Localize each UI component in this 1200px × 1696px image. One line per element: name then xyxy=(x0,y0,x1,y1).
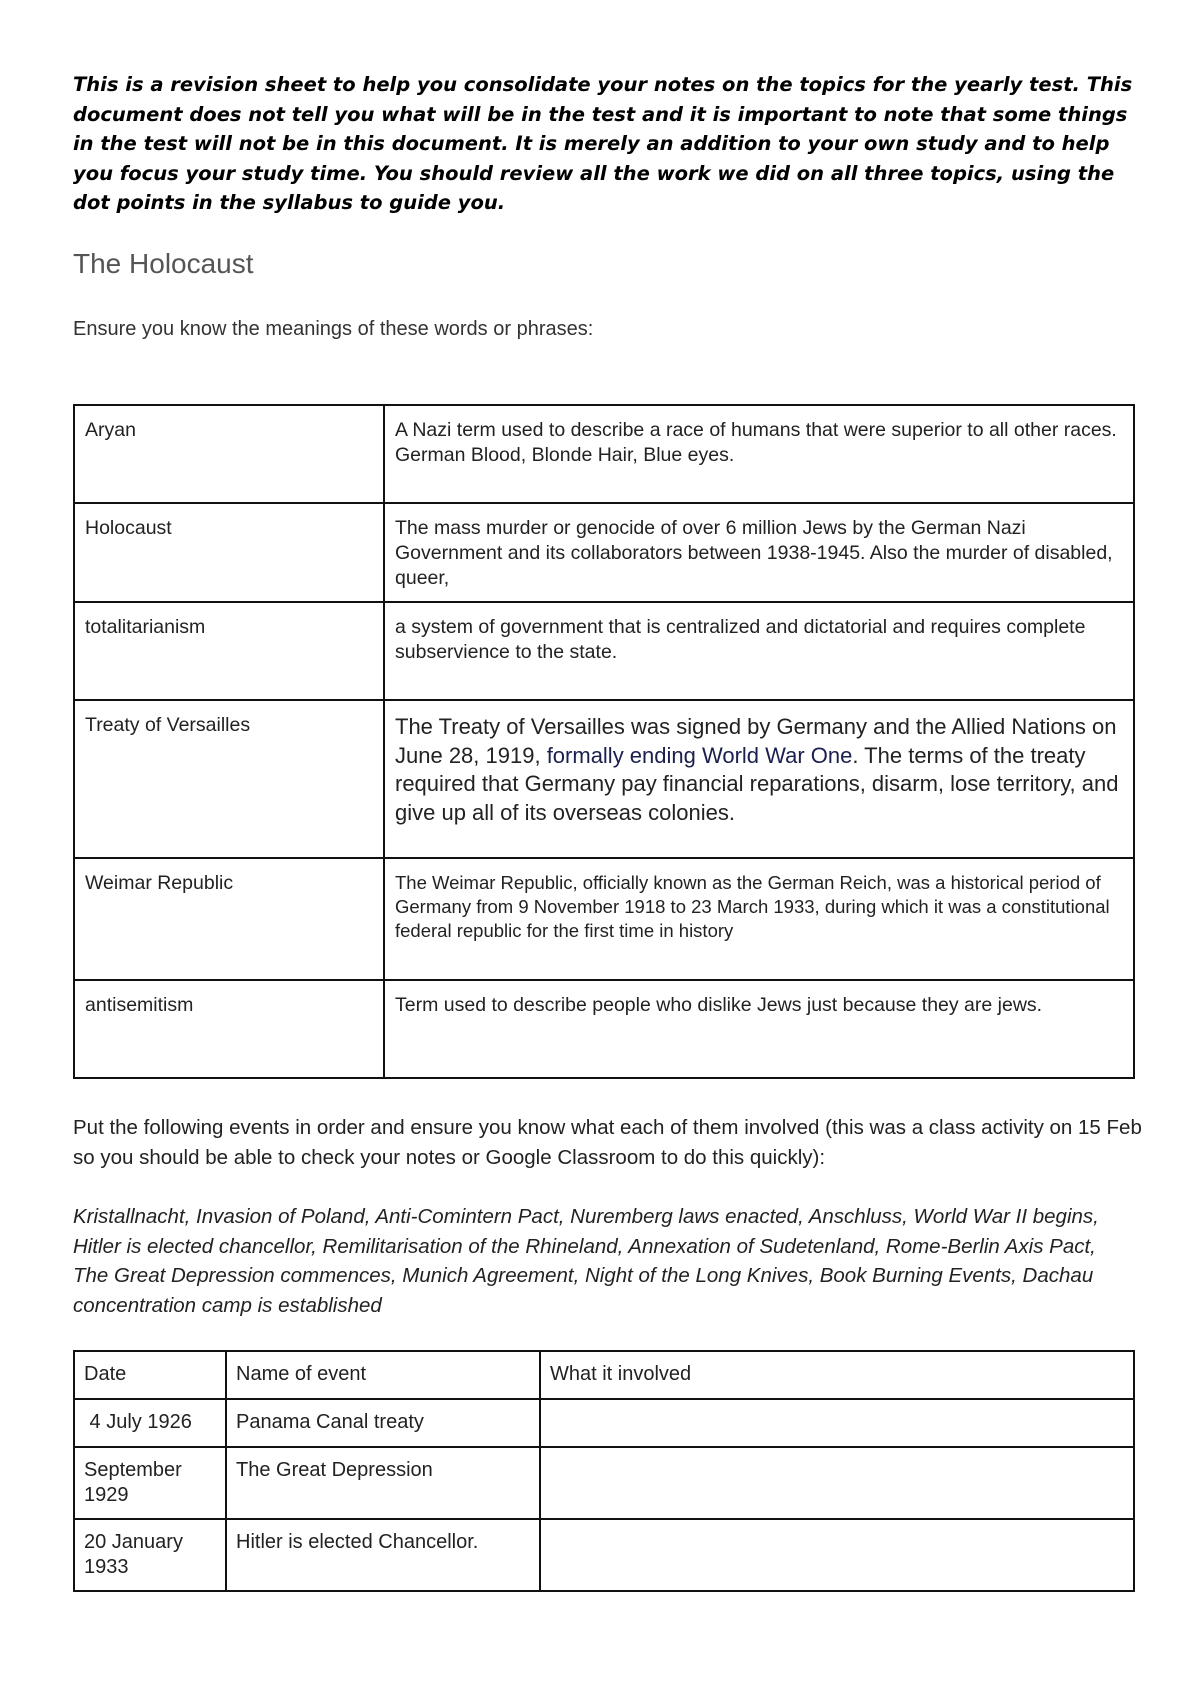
terms-row xyxy=(74,700,1134,858)
definition-cell: a system of government that is centralized and dictatorial and requires complete subservience to the state. xyxy=(384,602,1134,700)
event-involved-cell[interactable] xyxy=(540,1519,1134,1591)
event-name: Panama Canal treaty xyxy=(226,1399,540,1447)
event-date: 20 January 1933 xyxy=(74,1519,226,1591)
intro-paragraph: This is a revision sheet to help you consolidate your notes on the topics for the yearly test. This document does not tell you what will be in the test and it is important to note that some things in the test will not be in this document. It is merely an addition to your own study and to help you focus your study time. You should review all the work we did on all three topics, using the dot points in the syllabus to guide you. xyxy=(73,73,1133,214)
event-name: Hitler is elected Chancellor. xyxy=(226,1519,540,1591)
terms-table xyxy=(73,404,1135,1079)
order-instruction: Put the following events in order and ensure you know what each of them involved (this was a class activity on 15 Feb so you should be able to check your notes or Google Classroom to do this quickly): xyxy=(73,1116,1142,1169)
events-list: Kristallnacht, Invasion of Poland, Anti-Comintern Pact, Nuremberg laws enacted, Anschluss, World War II begins, Hitler is elected chancellor, Remilitarisation of the Rhineland, Annexation of Sudetenland, Rome-Berlin Axis Pact, The Great Depression commences, Munich Agreement, Night of the Long Knives, Book Burning Events, Dachau concentration camp is established xyxy=(73,1205,1099,1317)
term-cell: Treaty of Versailles xyxy=(74,700,384,858)
definition-cell xyxy=(384,700,1134,858)
table-row xyxy=(74,1519,1134,1591)
table-row xyxy=(74,1447,1134,1519)
definition-text: . The terms of the treaty required that Germany pay financial reparations, disarm, lose territory, and give up all of its overseas colonies. xyxy=(395,742,1119,825)
terms-row xyxy=(74,980,1134,1078)
definition-link-text: formally ending World War One xyxy=(546,742,853,768)
term-cell: Aryan xyxy=(74,405,384,503)
term-cell: Weimar Republic xyxy=(74,858,384,980)
event-date: September 1929 xyxy=(74,1447,226,1519)
header-date: Date xyxy=(74,1351,226,1399)
term-cell: antisemitism xyxy=(74,980,384,1078)
terms-row xyxy=(74,405,1134,503)
header-name: Name of event xyxy=(226,1351,540,1399)
term-cell: totalitarianism xyxy=(74,602,384,700)
events-table xyxy=(73,1350,1135,1592)
events-header-row xyxy=(74,1351,1134,1399)
definition-cell: The mass murder or genocide of over 6 million Jews by the German Nazi Government and its collaborators between 1938-1945. Also the murder of disabled, queer, xyxy=(384,503,1134,602)
terms-row xyxy=(74,858,1134,980)
event-involved-cell[interactable] xyxy=(540,1399,1134,1447)
event-involved-cell[interactable] xyxy=(540,1447,1134,1519)
terms-instruction: Ensure you know the meanings of these words or phrases: xyxy=(73,318,594,340)
definition-cell: A Nazi term used to describe a race of humans that were superior to all other races. German Blood, Blonde Hair, Blue eyes. xyxy=(384,405,1134,503)
event-date: 4 July 1926 xyxy=(74,1399,226,1447)
definition-cell: The Weimar Republic, officially known as the German Reich, was a historical period of Germany from 9 November 1918 to 23 March 1933, during which it was a constitutional federal republic for the first time in history xyxy=(384,858,1134,980)
event-name: The Great Depression xyxy=(226,1447,540,1519)
section-heading: The Holocaust xyxy=(73,248,254,279)
definition-cell: Term used to describe people who dislike Jews just because they are jews. xyxy=(384,980,1134,1078)
header-involved: What it involved xyxy=(540,1351,1134,1399)
term-cell: Holocaust xyxy=(74,503,384,602)
definition-text: The Treaty of Versailles was signed by Germany and the Allied Nations on June 28, 1919, xyxy=(395,714,1117,768)
table-row xyxy=(74,1399,1134,1447)
terms-row xyxy=(74,503,1134,602)
terms-row xyxy=(74,602,1134,700)
